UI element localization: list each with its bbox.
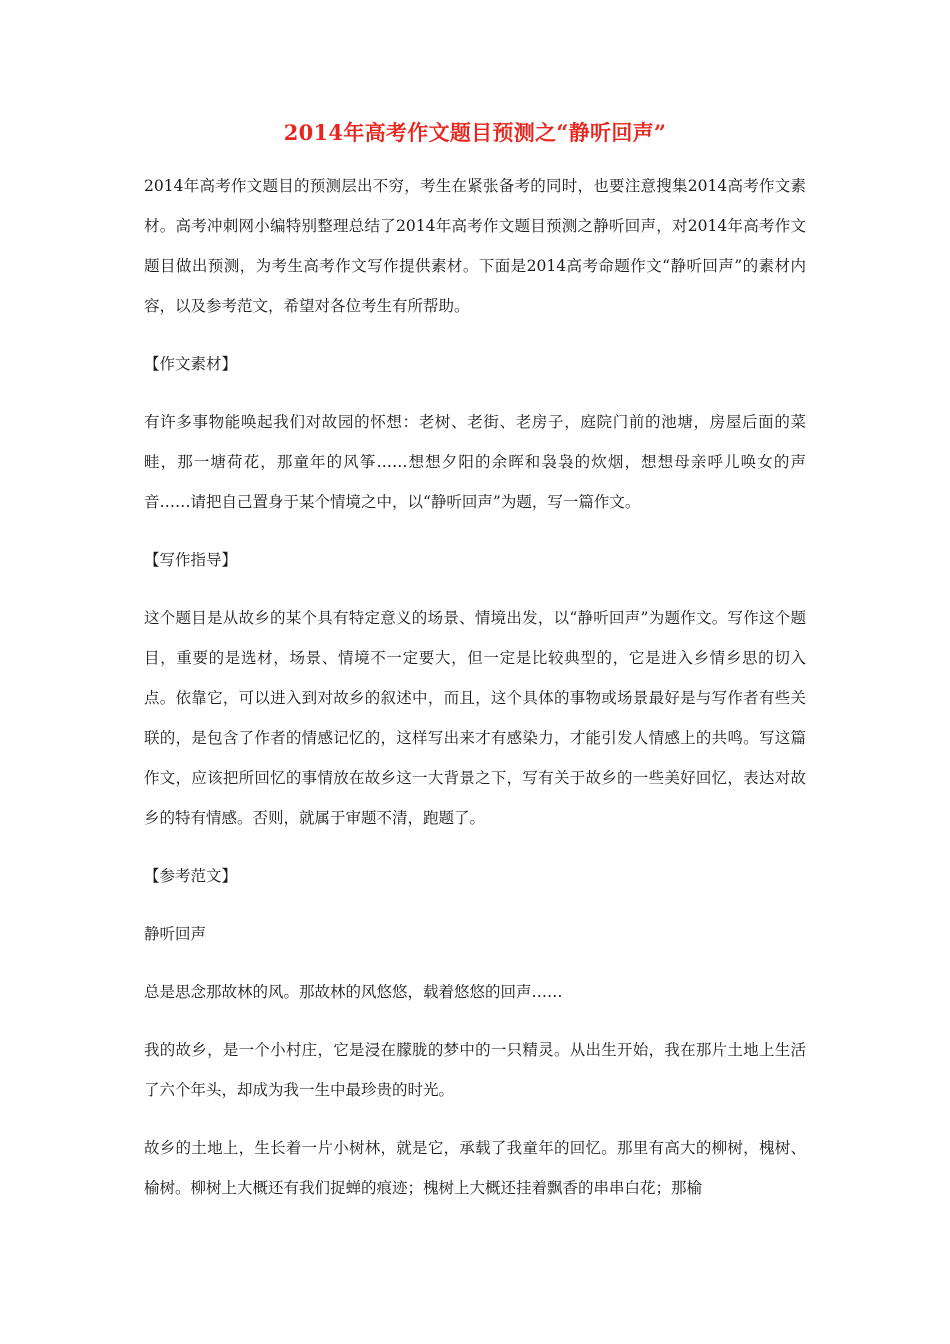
sample-paragraph-2: 我的故乡，是一个小村庄，它是浸在朦胧的梦中的一只精灵。从出生开始，我在那片土地上生活了六个年头，却成为我一生中最珍贵的时光。 bbox=[144, 1041, 806, 1099]
guide-paragraph: 这个题目是从故乡的某个具有特定意义的场景、情境出发，以“静听回声”为题作文。写作这个题目，重要的是选材，场景、情境不一定要大，但一定是比较典型的，它是进入乡情乡思的切入点。依靠它，可以进入到对故乡的叙述中，而且，这个具体的事物或场景最好是与写作者有些关联的，是包含了作者的情感记忆的，这样写出来才有感染力，才能引发人情感上的共鸣。写这篇作文，应该把所回忆的事情放在故乡这一大背景之下，写有关于故乡的一些美好回忆，表达对故乡的特有情感。否则，就属于审题不清，跑题了。 bbox=[144, 609, 806, 827]
material-section-heading: 【作文素材】 bbox=[144, 355, 238, 373]
sample-section-heading: 【参考范文】 bbox=[144, 867, 238, 885]
sample-paragraph-3: 故乡的土地上，生长着一片小树林，就是它，承载了我童年的回忆。那里有高大的柳树，槐树、榆树。柳树上大概还有我们捉蝉的痕迹；槐树上大概还挂着飘香的串串白花；那榆 bbox=[144, 1139, 806, 1197]
guide-section-heading: 【写作指导】 bbox=[144, 551, 238, 569]
material-paragraph: 有许多事物能唤起我们对故园的怀想：老树、老街、老房子，庭院门前的池塘，房屋后面的菜畦，那一塘荷花，那童年的风筝……想想夕阳的余晖和袅袅的炊烟，想想母亲呼儿唤女的声音……请把自己置身于某个情境之中，以“静听回声”为题，写一篇作文。 bbox=[144, 413, 806, 511]
sample-essay-title: 静听回声 bbox=[144, 925, 207, 943]
document-page bbox=[144, 118, 806, 1226]
document-title: 2014年高考作文题目预测之“静听回声” bbox=[283, 120, 667, 145]
sample-paragraph-1: 总是思念那故林的风。那故林的风悠悠，载着悠悠的回声…… bbox=[144, 983, 563, 1001]
intro-paragraph: 2014年高考作文题目的预测层出不穷，考生在紧张备考的同时，也要注意搜集2014高考作文素材。高考冲刺网小编特别整理总结了2014年高考作文题目预测之静听回声，对2014年高考作文题目做出预测，为考生高考作文写作提供素材。下面是2014高考命题作文“静听回声”的素材内容，以及参考范文，希望对各位考生有所帮助。 bbox=[144, 177, 806, 315]
